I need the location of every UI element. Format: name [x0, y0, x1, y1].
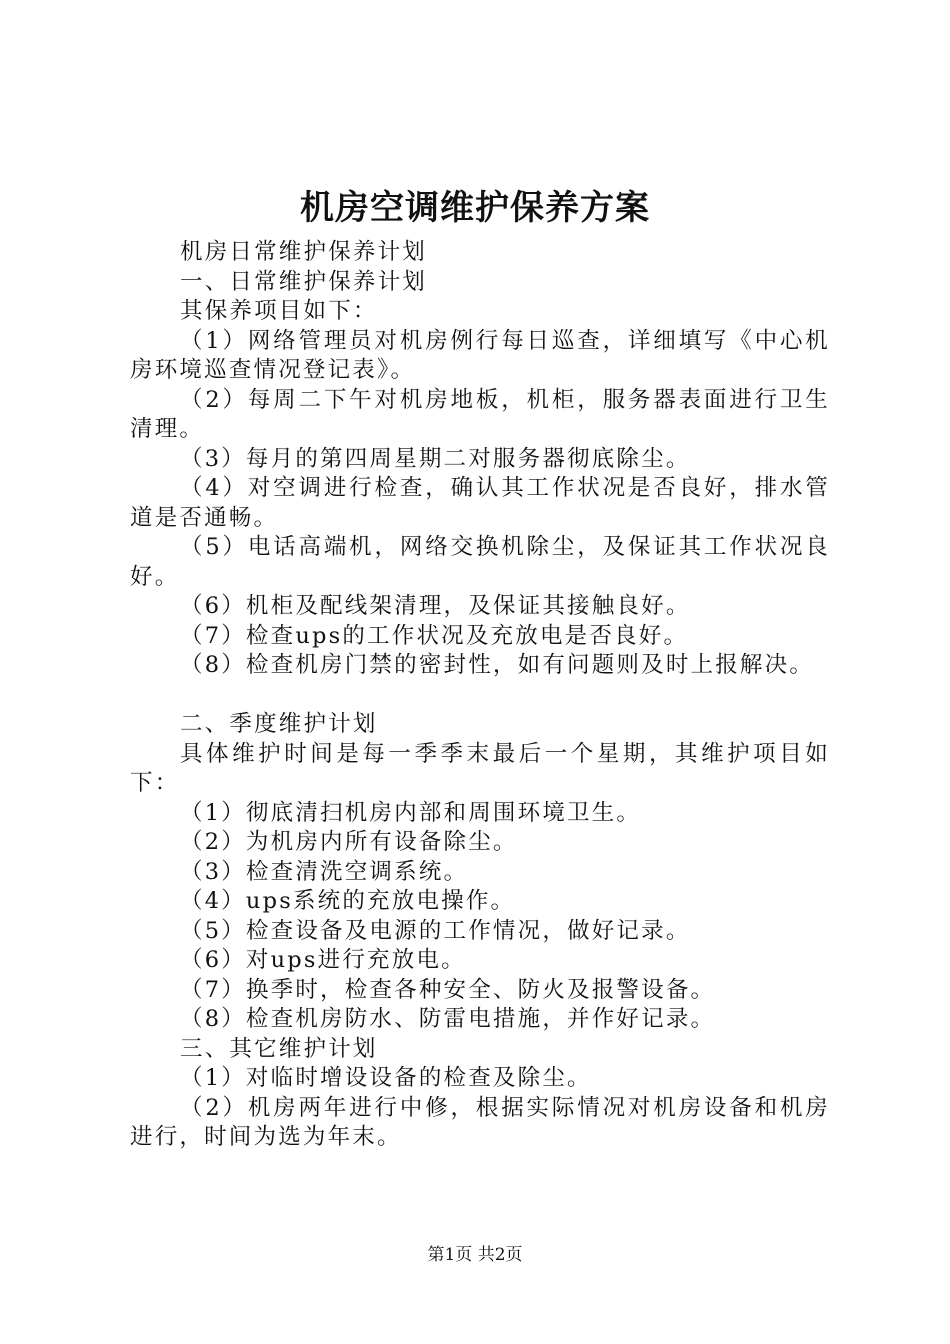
list-item: （4）对空调进行检查，确认其工作状况是否良好，排水管道是否通畅。: [130, 475, 830, 531]
section-heading: 二、季度维护计划: [180, 711, 378, 737]
list-item: （6）机柜及配线架清理，及保证其接触良好。: [180, 593, 691, 619]
list-item: （2）每周二下午对机房地板，机柜，服务器表面进行卫生清理。: [130, 386, 830, 442]
list-item: （1）彻底清扫机房内部和周围环境卫生。: [180, 799, 642, 826]
list-item: （8）检查机房防水、防雷电措施，并作好记录。: [180, 1006, 716, 1032]
document-body: [130, 238, 830, 1153]
list-item: （3）检查清洗空调系统。: [180, 858, 469, 885]
list-item: （1）网络管理员对机房例行每日巡查，详细填写《中心机房环境巡查情况登记表》。: [130, 327, 830, 383]
list-item: （6）对ups进行充放电。: [180, 947, 466, 973]
paragraph: 机房日常维护保养计划: [180, 239, 428, 265]
list-item: （1）对临时增设设备的检查及除尘。: [180, 1065, 592, 1091]
list-item: （4）ups系统的充放电操作。: [180, 888, 516, 914]
list-item: （2）机房两年进行中修，根据实际情况对机房设备和机房进行，时间为选为年末。: [130, 1094, 830, 1150]
page-footer: 第1页 共2页: [427, 1245, 523, 1265]
list-item: （8）检查机房门禁的密封性，如有问题则及时上报解决。: [180, 652, 815, 678]
list-item: （7）换季时，检查各种安全、防火及报警设备。: [180, 976, 716, 1003]
paragraph: 其保养项目如下：: [180, 298, 378, 324]
section-heading: 三、其它维护计划: [180, 1035, 378, 1062]
list-item: （5）电话高端机，网络交换机除尘，及保证其工作状况良好。: [130, 534, 830, 590]
list-item: （7）检查ups的工作状况及充放电是否良好。: [180, 622, 689, 649]
section-heading: 一、日常维护保养计划: [180, 268, 428, 295]
document-title: 机房空调维护保养方案: [300, 188, 650, 228]
paragraph: 具体维护时间是每一季季末最后一个星期，其维护项目如下：: [130, 740, 830, 796]
list-item: （3）每月的第四周星期二对服务器彻底除尘。: [180, 445, 691, 472]
list-item: （2）为机房内所有设备除尘。: [180, 829, 518, 855]
blank-line: [130, 681, 830, 711]
list-item: （5）检查设备及电源的工作情况，做好记录。: [180, 917, 691, 944]
